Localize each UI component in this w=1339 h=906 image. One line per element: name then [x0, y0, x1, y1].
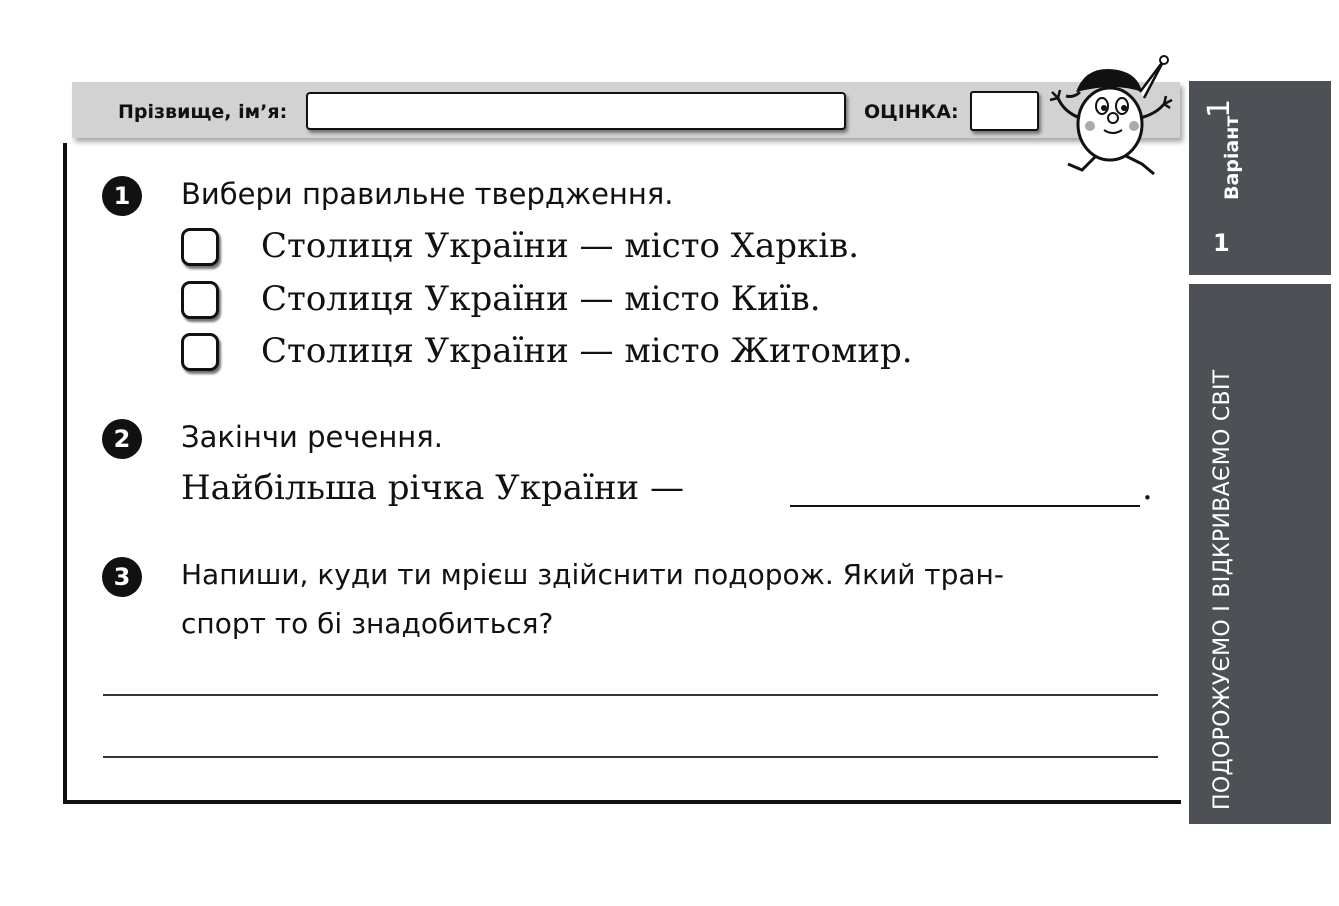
option-checkbox-1[interactable] [181, 228, 219, 266]
writing-line-2[interactable] [103, 756, 1158, 758]
task-number-1: 1 [102, 176, 142, 216]
task-2-sentence: Найбільша річка України — [181, 468, 685, 508]
name-field[interactable] [306, 92, 846, 130]
option-text-1: Столиця України — місто Харків. [261, 226, 860, 266]
task-1-prompt: Вибери правильне твердження. [181, 177, 674, 211]
variant-number: 1 [1202, 98, 1237, 118]
task-2-prompt: Закінчи речення. [181, 420, 443, 454]
subject-title: ПОДОРОЖУЄМО І ВІДКРИВАЄМО СВІТ [1210, 369, 1235, 810]
name-label: Прізвище, ім’я: [118, 101, 288, 123]
option-text-3: Столиця України — місто Житомир. [261, 331, 913, 371]
task-3-prompt-line-1: Напиши, куди ти мрієш здійснити подорож. Який тран- [181, 558, 1004, 591]
variant-label: Варіант [1221, 115, 1243, 200]
task-3-prompt-line-2: спорт то бі знадобиться? [181, 607, 554, 640]
task-number-2: 2 [102, 419, 142, 459]
sentence-end-mark: . [1142, 468, 1153, 508]
option-text-2: Столиця України — місто Київ. [261, 279, 821, 319]
option-checkbox-3[interactable] [181, 333, 219, 371]
grade-label: ОЦІНКА: [864, 101, 959, 123]
writing-line-1[interactable] [103, 694, 1158, 696]
page-number: 1 [1213, 229, 1230, 257]
answer-blank[interactable] [790, 505, 1140, 507]
option-checkbox-2[interactable] [181, 281, 219, 319]
task-number-3: 3 [102, 557, 142, 597]
grade-field[interactable] [970, 91, 1039, 131]
